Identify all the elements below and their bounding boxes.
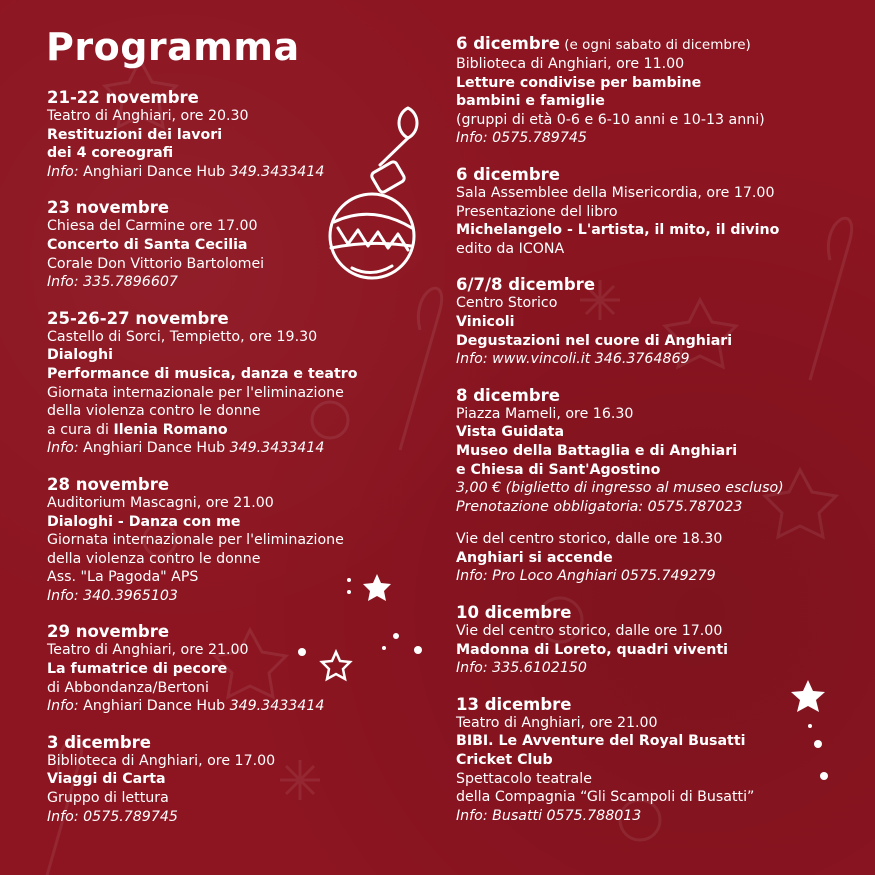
event-venue: Sala Assemblee della Misericordia, ore 17.00 xyxy=(456,184,775,201)
event-date: 25-26-27 novembre xyxy=(47,308,229,328)
info-label: Info: xyxy=(47,163,79,180)
info-text: Anghiari Dance Hub xyxy=(78,440,230,457)
event-title: bambini e famiglie xyxy=(456,93,605,110)
event-item xyxy=(456,386,856,586)
event-title: Vista Guidata xyxy=(456,424,565,441)
curator-name: Ilenia Romano xyxy=(113,421,228,438)
event-date: 29 novembre xyxy=(47,622,170,642)
event-title: Viaggi di Carta xyxy=(47,771,166,788)
event-date xyxy=(456,34,856,55)
event-description: di Abbondanza/Bertoni xyxy=(47,679,209,696)
event-description: edito da ICONA xyxy=(456,240,565,257)
event-item xyxy=(47,622,407,715)
event-title: Concerto di Santa Cecilia xyxy=(47,236,248,253)
curator-prefix: a cura di xyxy=(47,421,114,438)
event-venue: Vie del centro storico, dalle ore 18.30 xyxy=(456,531,723,548)
event-title: Cricket Club xyxy=(456,752,553,769)
event-date: 6/7/8 dicembre xyxy=(456,275,596,295)
info-text: Anghiari Dance Hub xyxy=(78,163,230,180)
event-note: Prenotazione obbligatoria: 0575.787023 xyxy=(456,498,743,515)
event-venue: Teatro di Anghiari, ore 21.00 xyxy=(456,714,658,731)
event-title: Michelangelo - L'artista, il mito, il divino xyxy=(456,222,780,239)
event-venue: Teatro di Anghiari, ore 21.00 xyxy=(47,642,249,659)
event-info xyxy=(47,163,407,182)
event-item xyxy=(456,695,856,826)
event-item xyxy=(47,198,407,291)
event-description: della violenza contro le donne xyxy=(47,550,261,567)
event-title: Dialoghi - Danza con me xyxy=(47,513,241,530)
event-date: 23 novembre xyxy=(47,198,170,218)
info-text: Anghiari Dance Hub xyxy=(78,698,230,715)
event-info xyxy=(47,439,407,458)
event-venue: Teatro di Anghiari, ore 20.30 xyxy=(47,108,249,124)
event-date-text: 6 dicembre xyxy=(456,34,560,53)
event-title: Restituzioni dei lavori xyxy=(47,126,223,143)
event-description: Presentazione del libro xyxy=(456,203,618,220)
event-venue: Chiesa del Carmine ore 17.00 xyxy=(47,218,258,235)
event-title: Performance di musica, danza e teatro xyxy=(47,365,358,382)
event-description: Spettacolo teatrale xyxy=(456,770,592,787)
event-venue: Piazza Mameli, ore 16.30 xyxy=(456,405,634,422)
event-date-note: (e ogni sabato di dicembre) xyxy=(560,37,751,53)
right-column xyxy=(456,34,856,842)
event-description: Giornata internazionale per l'eliminazione xyxy=(47,384,344,401)
event-info: Info: 335.6102150 xyxy=(456,660,587,677)
event-description: Gruppo di lettura xyxy=(47,790,169,807)
event-item xyxy=(47,475,407,606)
event-info: Info: Pro Loco Anghiari 0575.749279 xyxy=(456,568,716,585)
event-description: della violenza contro le donne xyxy=(47,403,261,420)
event-curator xyxy=(47,421,407,440)
event-description: Ass. "La Pagoda" APS xyxy=(47,569,199,586)
event-description: Giornata internazionale per l'eliminazione xyxy=(47,532,344,549)
event-date: 6 dicembre xyxy=(456,164,560,184)
event-info: Info: 0575.789745 xyxy=(47,808,178,825)
event-title: Madonna di Loreto, quadri viventi xyxy=(456,641,729,658)
event-title: La fumatrice di pecore xyxy=(47,661,228,678)
event-title: Dialoghi xyxy=(47,347,113,364)
page-title: Programma xyxy=(46,25,300,69)
event-title: e Chiesa di Sant'Agostino xyxy=(456,461,661,478)
info-phone: 349.3433414 xyxy=(229,163,325,180)
event-info: Info: 335.7896607 xyxy=(47,274,178,291)
event-title: Letture condivise per bambine xyxy=(456,74,702,91)
event-item xyxy=(456,603,856,678)
event-title: Museo della Battaglia e di Anghiari xyxy=(456,442,738,459)
event-venue: Centro Storico xyxy=(456,295,558,312)
event-info: Info: 0575.789745 xyxy=(456,130,587,147)
event-info xyxy=(47,697,407,716)
event-item xyxy=(456,275,856,368)
event-venue: Biblioteca di Anghiari, ore 17.00 xyxy=(47,752,276,769)
event-note: 3,00 € (biglietto di ingresso al museo escluso) xyxy=(456,480,784,497)
event-date: 28 novembre xyxy=(47,474,170,494)
event-item xyxy=(47,88,407,181)
event-date: 21-22 novembre xyxy=(47,88,199,107)
info-label: Info: xyxy=(47,698,79,715)
event-info: Info: 340.3965103 xyxy=(47,587,178,604)
event-title: Vinicoli xyxy=(456,313,515,330)
event-description: Corale Don Vittorio Bartolomei xyxy=(47,255,265,272)
event-title: BIBI. Le Avventure del Royal Busatti xyxy=(456,733,746,750)
event-date: 8 dicembre xyxy=(456,385,560,405)
event-info: Info: Busatti 0575.788013 xyxy=(456,807,642,824)
event-venue: Biblioteca di Anghiari, ore 11.00 xyxy=(456,56,685,72)
event-venue: Vie del centro storico, dalle ore 17.00 xyxy=(456,623,723,640)
event-description: (gruppi di età 0-6 e 6-10 anni e 10-13 anni) xyxy=(456,111,765,128)
info-phone: 349.3433414 xyxy=(229,440,325,457)
event-description: della Compagnia “Gli Scampoli di Busatti” xyxy=(456,789,755,806)
event-title: Degustazioni nel cuore di Anghiari xyxy=(456,332,733,349)
event-date: 3 dicembre xyxy=(47,732,151,752)
left-column xyxy=(47,88,407,843)
event-date: 10 dicembre xyxy=(456,603,572,623)
info-phone: 349.3433414 xyxy=(229,698,325,715)
event-title: Anghiari si accende xyxy=(456,549,613,566)
event-venue: Auditorium Mascagni, ore 21.00 xyxy=(47,494,274,511)
event-title: dei 4 coreografi xyxy=(47,145,174,162)
event-item xyxy=(47,733,407,826)
event-date: 13 dicembre xyxy=(456,694,572,714)
event-venue: Castello di Sorci, Tempietto, ore 19.30 xyxy=(47,328,318,345)
event-item xyxy=(456,165,856,258)
event-info: Info: www.vincoli.it 346.3764869 xyxy=(456,351,690,368)
event-item xyxy=(47,309,407,458)
info-label: Info: xyxy=(47,440,79,457)
event-item xyxy=(456,34,856,148)
